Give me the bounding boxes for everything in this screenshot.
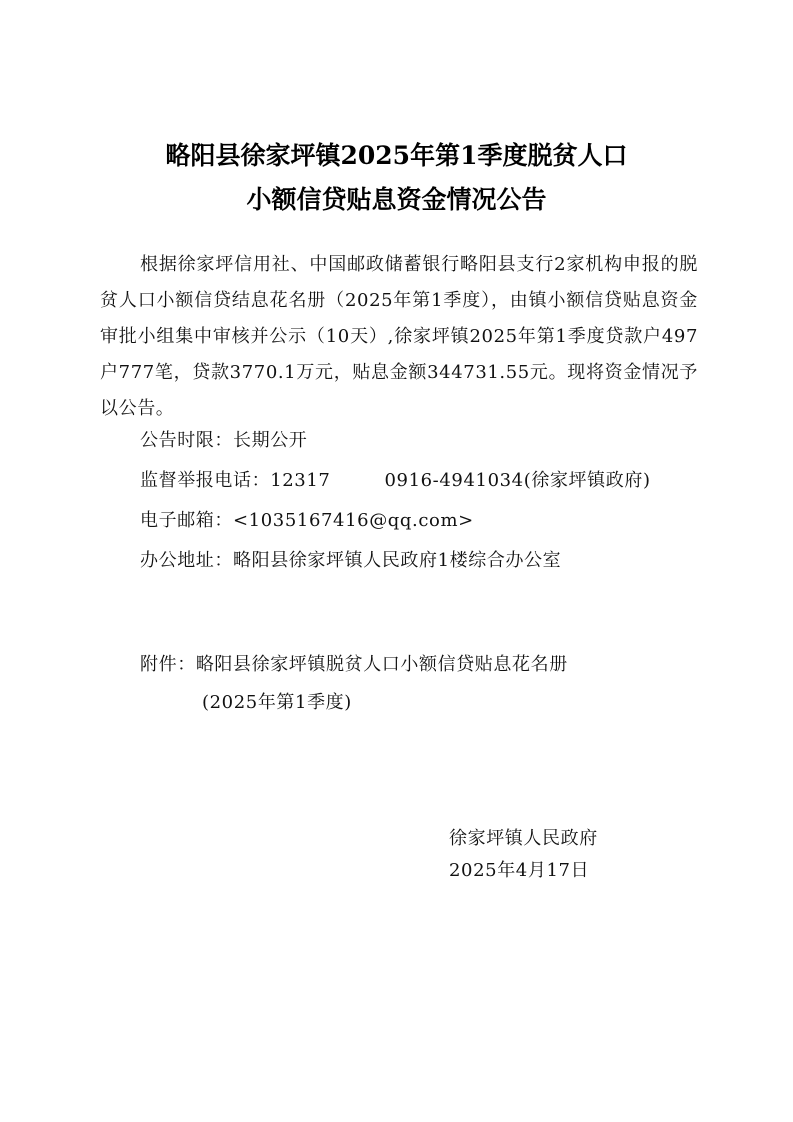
email-value: <1035167416@qq.com> <box>233 510 474 531</box>
address-value: 略阳县徐家坪镇人民政府1楼综合办公室 <box>233 550 562 571</box>
phone-label: 监督举报电话： <box>140 470 271 491</box>
attachment-label: 附件： <box>140 654 196 675</box>
address-label: 办公地址： <box>140 550 233 571</box>
address-line <box>140 546 561 576</box>
attachment-line-2: (2025年第1季度) <box>202 692 352 713</box>
attachment-line-1 <box>140 650 568 680</box>
phone-number-2: 0916-4941034(徐家坪镇政府) <box>384 470 651 491</box>
email-line <box>140 506 474 536</box>
time-limit-label: 公告时限： <box>140 430 233 451</box>
title-line-2: 小额信贷贴息资金情况公告 <box>246 185 547 214</box>
email-label: 电子邮箱： <box>140 510 233 531</box>
time-limit-value: 长期公开 <box>233 430 308 451</box>
issue-date: 2025年4月17日 <box>449 860 590 881</box>
phone-number-1: 12317 <box>270 470 331 491</box>
issuer-signature: 徐家坪镇人民政府 <box>449 828 598 849</box>
title-line-1: 略阳县徐家坪镇2025年第1季度脱贫人口 <box>165 141 628 170</box>
attachment-title: 略阳县徐家坪镇脱贫人口小额信贷贴息花名册 <box>195 654 568 675</box>
time-limit-line <box>140 426 307 456</box>
phone-line <box>140 466 651 496</box>
announcement-body: 根据徐家坪信用社、中国邮政储蓄银行略阳县支行2家机构申报的脱贫人口小额信贷结息花名册（2025年第1季度），由镇小额信贷贴息资金审批小组集中审核并公示（10天）,徐家坪镇2025年第1季度贷款户497户777笔，贷款3770.1万元，贴息金额344731.55元。现将资金情况予以公告。 <box>100 254 698 419</box>
